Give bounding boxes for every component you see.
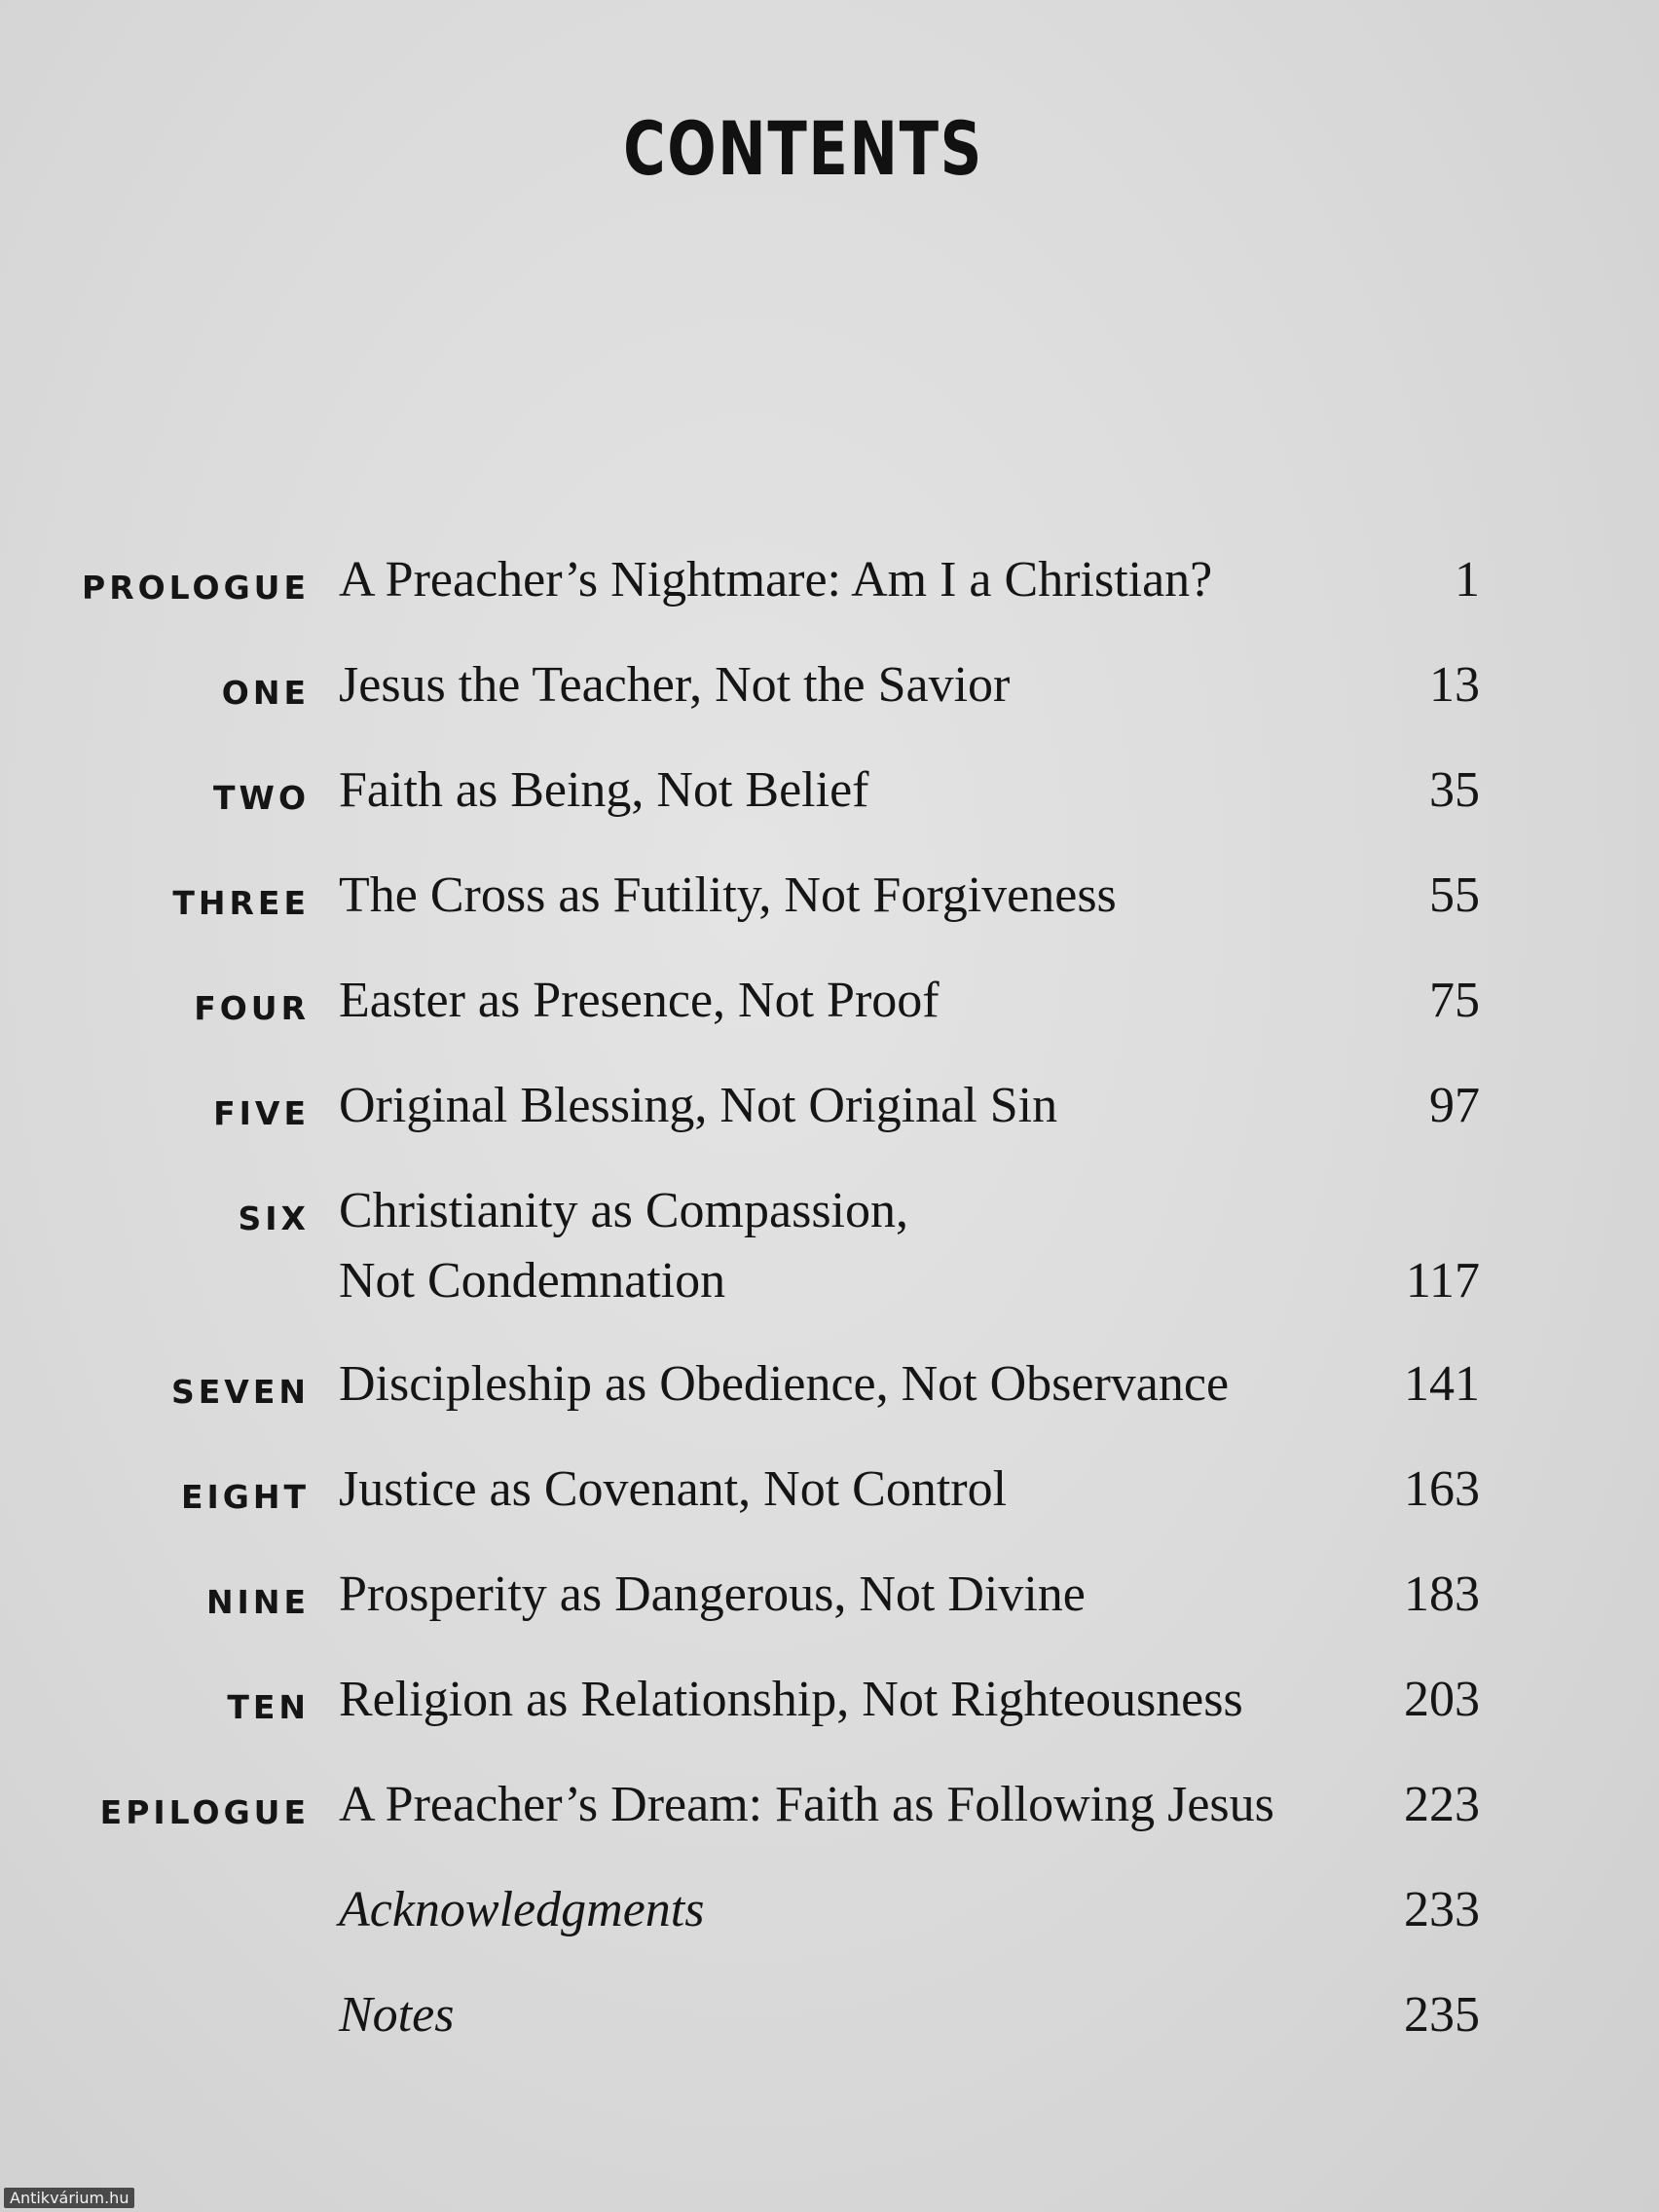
page-number: 183 [1404,1567,1480,1622]
toc-entry [0,1760,1659,1865]
chapter-label: FIVE [213,1094,310,1132]
page-number: 203 [1404,1672,1480,1727]
page-number: 13 [1429,657,1480,713]
page-number: 55 [1429,867,1480,923]
chapter-title [339,650,1371,720]
chapter-title-line: Easter as Presence, Not Proof [339,973,940,1028]
chapter-title-line: Acknowledgments [339,1882,705,1937]
page-title: CONTENTS [623,105,983,192]
chapter-label: SEVEN [170,1373,310,1411]
chapter-title [339,1980,1371,2050]
page-number: 233 [1404,1882,1480,1937]
chapter-title [339,966,1371,1036]
chapter-label: NINE [205,1583,310,1621]
chapter-title [339,545,1371,615]
chapter-title-line: Original Blessing, Not Original Sin [339,1078,1058,1133]
toc-entry [0,746,1659,851]
chapter-title-line: The Cross as Futility, Not Forgiveness [339,867,1117,923]
page-number: 163 [1404,1461,1480,1517]
chapter-title [339,861,1371,931]
page-number: 97 [1429,1078,1480,1133]
chapter-title [339,1455,1371,1525]
chapter-title [339,1349,1371,1419]
page-number: 223 [1404,1777,1480,1832]
chapter-title-line: Jesus the Teacher, Not the Savior [339,657,1011,713]
chapter-title-line: Discipleship as Obedience, Not Observance [339,1356,1230,1412]
toc-entry [0,1445,1659,1550]
toc-entry [0,1166,1659,1340]
chapter-label: FOUR [194,989,310,1027]
chapter-title-line: Religion as Relationship, Not Righteousness [339,1672,1243,1727]
page-number: 141 [1404,1356,1480,1412]
page-number: 35 [1429,762,1480,818]
toc-entry [0,535,1659,641]
toc-entry [0,1340,1659,1445]
page-number: 1 [1455,552,1480,608]
chapter-label: SIX [238,1199,310,1237]
toc-entry [0,1655,1659,1760]
chapter-label: PROLOGUE [82,569,310,607]
chapter-label: TEN [227,1688,310,1726]
table-of-contents [0,535,1659,2076]
chapter-title-line: Justice as Covenant, Not Control [339,1461,1008,1517]
toc-entry [0,641,1659,746]
chapter-title [339,1770,1371,1840]
watermark: Antikvárium.hu [4,2188,134,2208]
toc-entry [0,1061,1659,1166]
chapter-title [339,756,1371,826]
chapter-title [339,1071,1371,1141]
toc-entry [0,1865,1659,1971]
chapter-title-line: Faith as Being, Not Belief [339,762,869,818]
page-number: 235 [1404,1987,1480,2043]
chapter-title [339,1875,1371,1945]
chapter-label: ONE [221,674,310,712]
chapter-label: THREE [172,884,310,922]
page-number: 75 [1429,973,1480,1028]
chapter-label: TWO [213,779,310,817]
chapter-title-line: Not Condemnation [339,1253,726,1309]
chapter-title [339,1665,1371,1735]
toc-entry [0,1550,1659,1655]
chapter-label: EPILOGUE [99,1793,310,1831]
toc-entry [0,1971,1659,2076]
chapter-title-line: Notes [339,1987,455,2043]
chapter-title-line: Christianity as Compassion, [339,1183,908,1238]
chapter-title [339,1176,1371,1316]
chapter-title-line: Prosperity as Dangerous, Not Divine [339,1567,1086,1622]
page-number: 117 [1405,1253,1480,1309]
toc-entry [0,851,1659,956]
chapter-title [339,1560,1371,1630]
chapter-title-line: A Preacher’s Dream: Faith as Following Jesus [339,1777,1274,1832]
chapter-title-line: A Preacher’s Nightmare: Am I a Christian? [339,552,1213,608]
toc-entry [0,956,1659,1061]
chapter-label: EIGHT [180,1478,310,1516]
